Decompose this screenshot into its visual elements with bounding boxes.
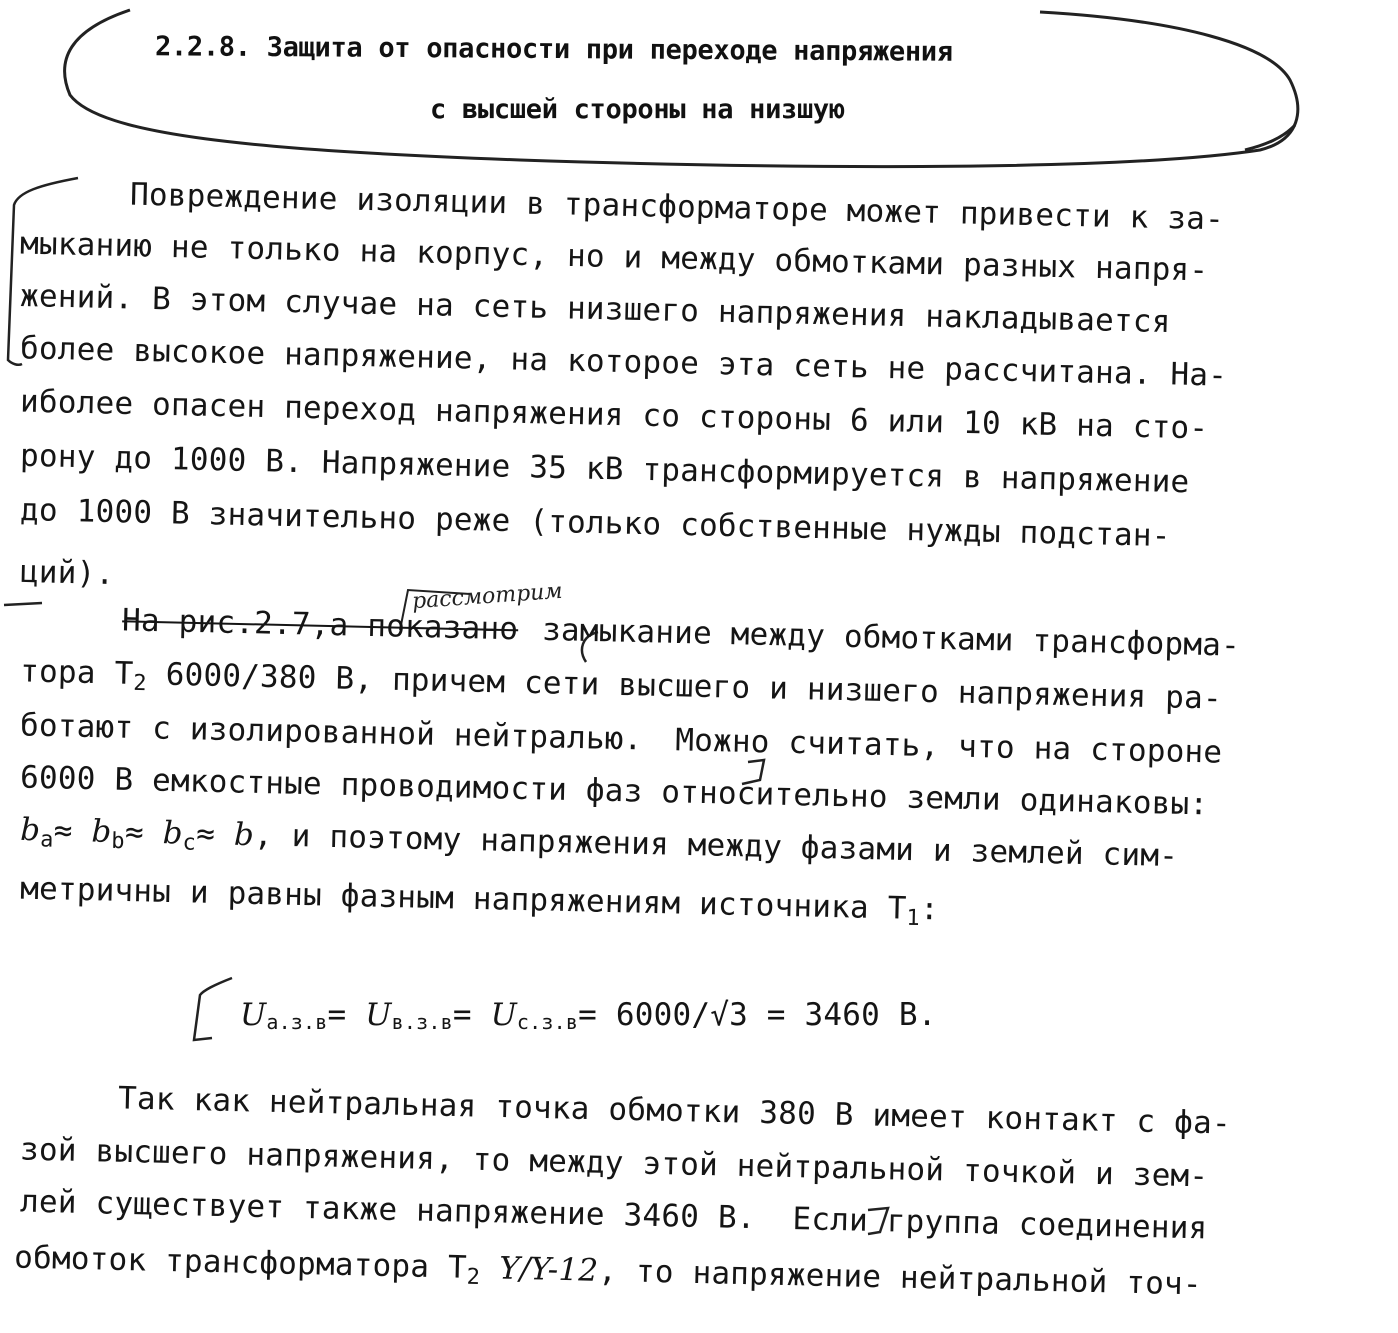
- formula-bracket-mark: [194, 978, 232, 1040]
- p3-line3: лей существует также напряжение 3460 В. Если группа соединения: [19, 1183, 1208, 1247]
- p2-line6: метричны и равны фазным напряжениям источника $Т_1$:: [19, 870, 940, 931]
- p2-line1-rest: замыкание между обмотками трансформа-: [541, 611, 1241, 664]
- p1-line: иболее опасен переход напряжения со стороны 6 или 10 кВ на сто-: [19, 383, 1209, 447]
- p2-line1: [122, 603, 1241, 662]
- section-title-line2: с высшей стороны на низшую: [430, 94, 845, 125]
- p1-line: жений. В этом случае на сеть низшего напряжения накладывается: [19, 277, 1171, 341]
- p2-line4: 6000 В емкостные проводимости фаз относительно земли одинаковы:: [19, 759, 1209, 823]
- handwritten-insert: рассмотрим: [411, 578, 564, 615]
- sqrt-3: √3: [710, 997, 748, 1033]
- p1-line: до 1000 В значительно реже (только собственные нужды подстан-: [19, 491, 1171, 555]
- struck-text: На рис.2.7,а показано: [121, 602, 519, 648]
- formula: Ua.з.в= Uв.з.в= Uc.з.в= 6000/√3 = 3460 В.: [240, 997, 937, 1034]
- margin-dash-mark: [4, 603, 42, 605]
- p1-line: более высокое напряжение, на которое эта сеть не рассчитана. На-: [19, 330, 1228, 394]
- p3-line: зой высшего напряжения, то между этой нейтральной точкой и зем-: [19, 1131, 1209, 1195]
- p2-line3: ботают с изолированной нейтралью. Можно считать, что на стороне: [19, 707, 1223, 771]
- p3-line: Так как нейтральная точка обмотки 380 В имеет контакт с фа-: [117, 1080, 1232, 1142]
- section-number: 2.2.8.: [154, 31, 251, 63]
- section-title-line1: Защита от опасности при переходе напряжения: [266, 31, 953, 68]
- p1-line: мыканию не только на корпус, но и между обмотками разных напря-: [19, 225, 1209, 289]
- p2-line5: $b_a\approx b_b\approx b_c\approx b$, и поэтому напряжения между фазами и землей сим-: [19, 811, 1179, 875]
- p2-line2: тора $Т_2$ 6000/380 В, причем сети высшего и низшего напряжения ра-: [19, 653, 1223, 717]
- p1-line: Повреждение изоляции в трансформаторе может привести к за-: [129, 176, 1225, 238]
- section-heading-line1: [155, 31, 953, 68]
- p1-line: ций).: [19, 553, 115, 593]
- p3-line4: обмоток трансформатора $Т_2$ Y/Y-12, то напряжение нейтральной точ-: [13, 1239, 1203, 1303]
- p1-line: рону до 1000 В. Напряжение 35 кВ трансформируется в напряжение: [19, 437, 1190, 501]
- title-oval-tail: [1245, 125, 1295, 150]
